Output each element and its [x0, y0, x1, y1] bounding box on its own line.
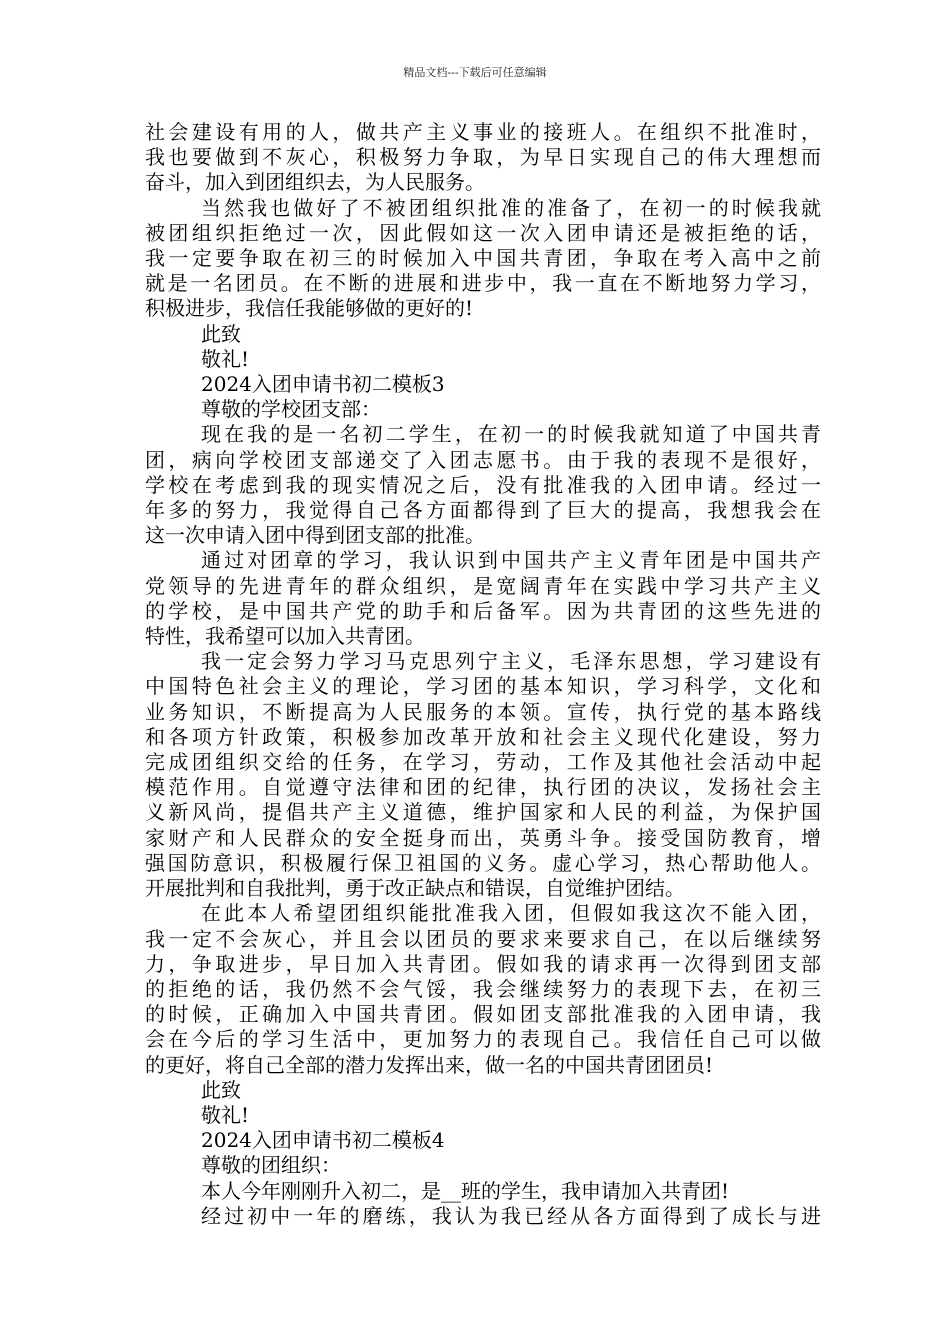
text-line: 此致: [201, 1077, 241, 1102]
text-line: 尊敬的团组织：: [201, 1153, 341, 1178]
text-line: 模范作用。自觉遵守法律和团的纪律，执行团的决议，发扬社会主: [145, 775, 821, 800]
text-line: 就是一名团员。在不断的进展和进步中，我一直在不断地努力学习，: [145, 271, 821, 296]
text-line: 的时候，正确加入中国共青团。假如团支部批准我的入团申请，我: [145, 1002, 821, 1027]
page-header: 精品文档---下载后可任意编辑: [403, 66, 547, 79]
text-line: 这一次申请入团中得到团支部的批准。: [145, 523, 485, 548]
text-line: 中国特色社会主义的理论，学习团的基本知识，学习科学，文化和: [145, 674, 821, 699]
text-line: 此致: [201, 321, 241, 346]
text-line: 现在我的是一名初二学生，在初一的时候我就知道了中国共青: [201, 422, 821, 447]
text-line: 我一定要争取在初三的时候加入中国共青团，争取在考入高中之前: [145, 246, 821, 271]
text-line: 在此本人希望团组织能批准我入团，但假如我这次不能入团，: [201, 901, 821, 926]
text-line: 敬礼!: [201, 346, 250, 371]
text-line: 2024入团申请书初二模板4: [201, 1128, 445, 1153]
text-line: 通过对团章的学习，我认识到中国共产主义青年团是中国共产: [201, 548, 821, 573]
text-line: 尊敬的学校团支部：: [201, 397, 381, 422]
text-line: 本人今年刚刚升入初二，是__班的学生，我申请加入共青团!: [201, 1178, 730, 1203]
text-line: 被团组织拒绝过一次，因此假如这一次入团申请还是被拒绝的话，: [145, 220, 821, 245]
text-line: 开展批判和自我批判，勇于改正缺点和错误，自觉维护团结。: [145, 876, 685, 901]
text-line: 和各项方针政策，积极参加改革开放和社会主义现代化建设，努力: [145, 724, 821, 749]
text-line: 家财产和人民群众的安全挺身而出，英勇斗争。接受国防教育，增: [145, 825, 821, 850]
text-line: 我一定不会灰心，并且会以团员的要求来要求自己，在以后继续努: [145, 926, 821, 951]
text-line: 完成团组织交给的任务，在学习，劳动，工作及其他社会活动中起: [145, 750, 821, 775]
text-line: 奋斗，加入到团组织去，为人民服务。: [145, 170, 485, 195]
text-line: 积极进步，我信任我能够做的更好的!: [145, 296, 474, 321]
text-line: 当然我也做好了不被团组织批准的准备了，在初一的时候我就: [201, 195, 821, 220]
text-line: 的学校，是中国共产党的助手和后备军。因为共青团的这些先进的: [145, 598, 821, 623]
text-line: 社会建设有用的人，做共产主义事业的接班人。在组织不批准时，: [145, 120, 821, 144]
text-line: 2024入团申请书初二模板3: [201, 372, 445, 397]
document-body: [145, 120, 821, 1229]
text-line: 敬礼!: [201, 1102, 250, 1127]
text-line: 的拒绝的话，我仍然不会气馁，我会继续努力的表现下去，在初三: [145, 976, 821, 1001]
text-line: 学校在考虑到我的现实情况之后，没有批准我的入团申请。经过一: [145, 472, 821, 497]
text-line: 会在今后的学习生活中，更加努力的表现自己。我信任自己可以做: [145, 1027, 821, 1052]
text-line: 经过初中一年的磨练，我认为我已经从各方面得到了成长与进: [201, 1203, 821, 1228]
text-line: 义新风尚，提倡共产主义道德，维护国家和人民的利益，为保护国: [145, 800, 821, 825]
text-line: 我也要做到不灰心，积极努力争取，为早日实现自己的伟大理想而: [145, 145, 821, 170]
text-line: 党领导的先进青年的群众组织，是宽阔青年在实践中学习共产主义: [145, 573, 821, 598]
text-line: 我一定会努力学习马克思列宁主义，毛泽东思想，学习建设有: [201, 649, 821, 674]
text-line: 的更好，将自己全部的潜力发挥出来，做一名的中国共青团团员!: [145, 1052, 714, 1077]
text-line: 强国防意识，积极履行保卫祖国的义务。虚心学习，热心帮助他人。: [145, 850, 821, 875]
text-line: 业务知识，不断提高为人民服务的本领。宣传，执行党的基本路线: [145, 699, 821, 724]
text-line: 特性，我希望可以加入共青团。: [145, 624, 425, 649]
text-line: 年多的努力，我觉得自己各方面都得到了巨大的提高，我想我会在: [145, 498, 821, 523]
text-line: 团，病向学校团支部递交了入团志愿书。由于我的表现不是很好，: [145, 447, 821, 472]
text-line: 力，争取进步，早日加入共青团。假如我的请求再一次得到团支部: [145, 951, 821, 976]
